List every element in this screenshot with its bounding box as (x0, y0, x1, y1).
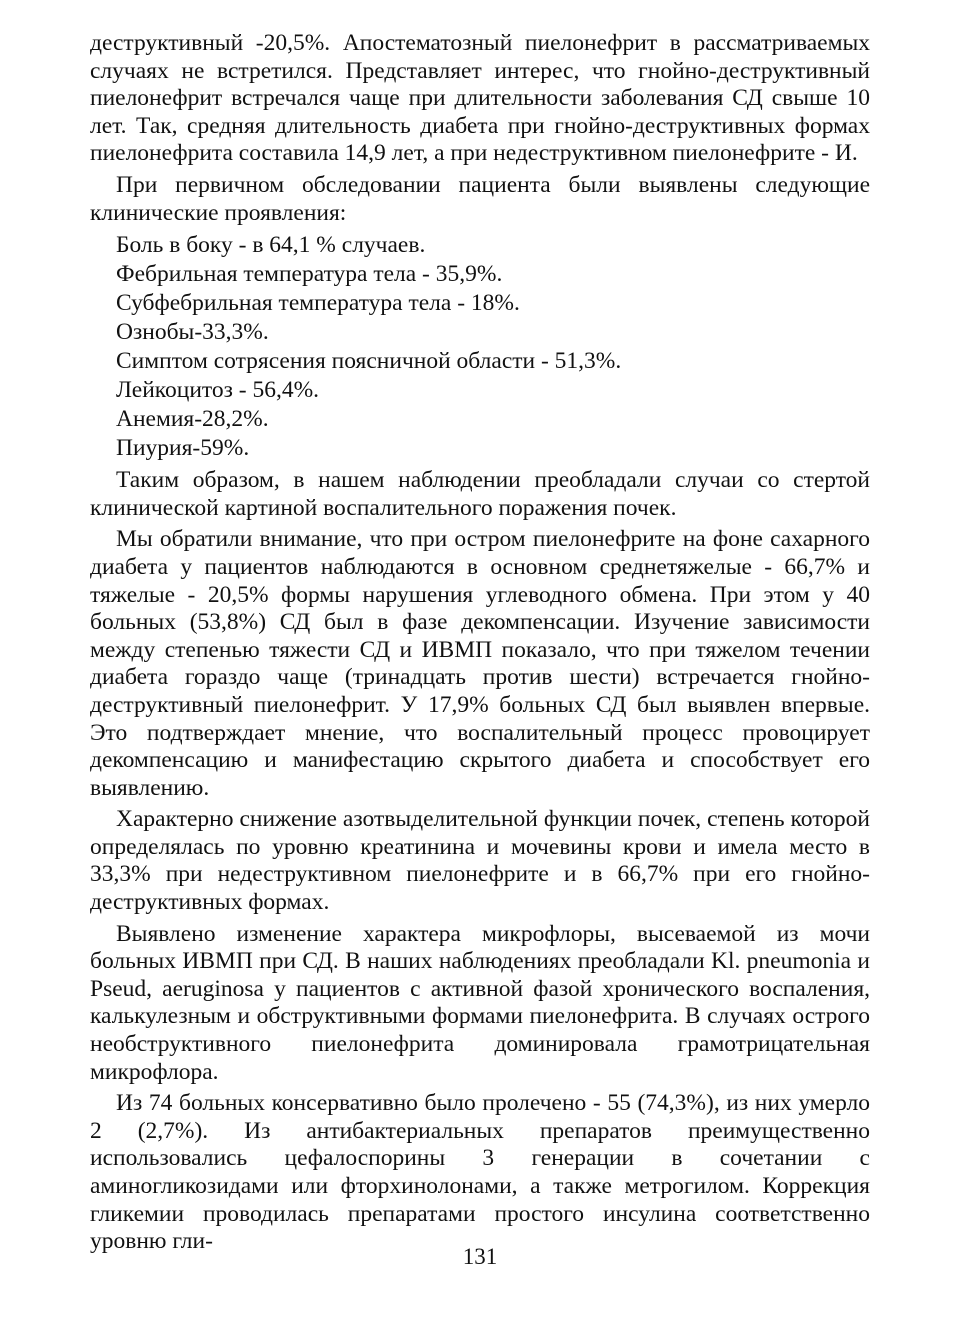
symptom-item: Субфебрильная температура тела - 18%. (116, 290, 520, 317)
symptom-list (90, 231, 870, 463)
paragraph-treatment: Из 74 больных консервативно было пролечено - 55 (74,3%), из них умерло 2 (2,7%). Из антибактериальных препаратов преимущественно использовались цефалоспорины 3 генерации в сочетании с аминогликозидами или фторхинолонами, а также метрогилом. Коррекция гликемии проводилась препаратами простого инсулина соответственно уровню гли- (90, 1090, 870, 1255)
paragraph-destructive-forms: деструктивный -20,5%. Апостематозный пиелонефрит в рассматриваемых случаях не встретился. Представляет интерес, что гнойно-деструктивный пиелонефрит встречался чаще при длительности заболевания СД свыше 10 лет. Так, средняя длительность диабета при гнойно-деструктивных формах пиелонефрита составила 14,9 лет, а при недеструктивном пиелонефрите - И. (90, 30, 870, 167)
symptom-item: Симптом сотрясения поясничной области - 51,3%. (116, 348, 622, 375)
symptom-item: Боль в боку - в 64,1 % случаев. (116, 232, 426, 259)
symptom-item: Лейкоцитоз - 56,4%. (116, 377, 320, 404)
symptom-item: Анемия-28,2%. (116, 406, 269, 433)
paragraph-primary-exam: При первичном обследовании пациента были выявлены следующие клинические проявления: (90, 171, 870, 226)
paragraph-conclusion: Таким образом, в нашем наблюдении преобладали случаи со стертой клинической картиной воспалительного поражения почек. (90, 467, 870, 521)
paragraph-diabetes-severity: Мы обратили внимание, что при остром пиелонефрите на фоне сахарного диабета у пациентов наблюдаются в основном среднетяжелые - 66,7% и тяжелые - 20,5% формы нарушения углеводного обмена. При этом у 40 больных (53,8%) СД был в фазе декомпенсации. Изучение зависимости между степенью тяжести СД и ИВМП показало, что при тяжелом течении диабета гораздо чаще (тринадцать против шести) встречается гнойно-деструктивный пиелонефрит. У 17,9% больных СД был выявлен впервые. Это подтверждает мнение, что воспалительный процесс провоцирует декомпенсацию и манифестацию скрытого диабета и способствует его выявлению. (90, 526, 870, 801)
page-number: 131 (462, 1244, 498, 1269)
symptom-item: Ознобы-33,3%. (116, 319, 269, 346)
document-page (90, 30, 870, 1260)
paragraph-microflora: Выявлено изменение характера микрофлоры, высеваемой из мочи больных ИВМП при СД. В наших наблюдениях преобладали Kl. pneumonia и Pseud, aeruginosa у пациентов с активной фазой хронического воспаления, калькулезным и обструктивными формами пиелонефрита. В случаях острого необструктивного пиелонефрита доминировала грамотрицательная микрофлора. (90, 920, 870, 1085)
symptom-item: Фебрильная температура тела - 35,9%. (116, 261, 503, 288)
symptom-item: Пиурия-59%. (116, 435, 250, 462)
paragraph-kidney-function: Характерно снижение азотвыделительной функции почек, степень которой определялась по уровню креатинина и мочевины крови и имела место в 33,3% при недеструктивном пиелонефрите и в 66,7% при его гнойно-деструктивных формах. (90, 806, 870, 916)
